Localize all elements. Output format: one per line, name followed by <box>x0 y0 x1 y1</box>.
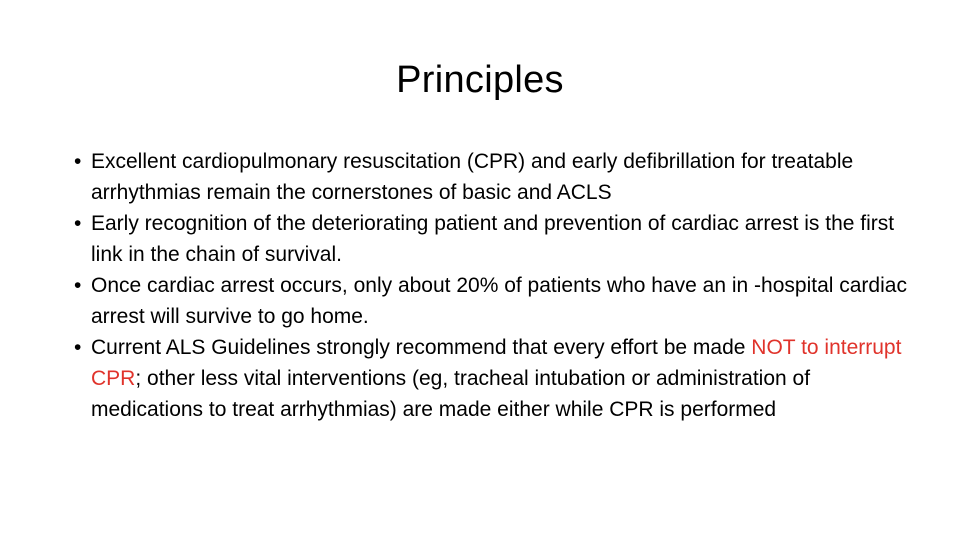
slide-title: Principles <box>396 59 564 101</box>
bullet-marker: • <box>74 150 82 173</box>
bullet-text-before: Current ALS Guidelines strongly recommend that every effort be made <box>91 336 752 359</box>
bullet-text-after: ; other less vital interventions (eg, tracheal intubation or administration of medications to treat arrhythmias) are made either while CPR is performed <box>91 367 811 421</box>
bullet-item-2 <box>74 208 914 270</box>
bullet-list <box>74 146 914 425</box>
bullet-item-3 <box>74 270 914 332</box>
bullet-text: Early recognition of the deteriorating patient and prevention of cardiac arrest is the first link in the chain of survival. <box>91 212 895 266</box>
highlighted-phrase: NOT to interrupt CPR <box>91 336 902 390</box>
bullet-item-1 <box>74 146 914 208</box>
bullet-marker: • <box>74 336 82 359</box>
bullet-marker: • <box>74 274 82 297</box>
bullet-text: Once cardiac arrest occurs, only about 20% of patients who have an in -hospital cardiac arrest will survive to go home. <box>91 274 907 328</box>
bullet-text: Excellent cardiopulmonary resuscitation (CPR) and early defibrillation for treatable arrhythmias remain the cornerstones of basic and ACLS <box>91 150 854 204</box>
bullet-item-4 <box>74 332 914 425</box>
bullet-text <box>91 336 901 421</box>
bullet-marker: • <box>74 212 82 235</box>
